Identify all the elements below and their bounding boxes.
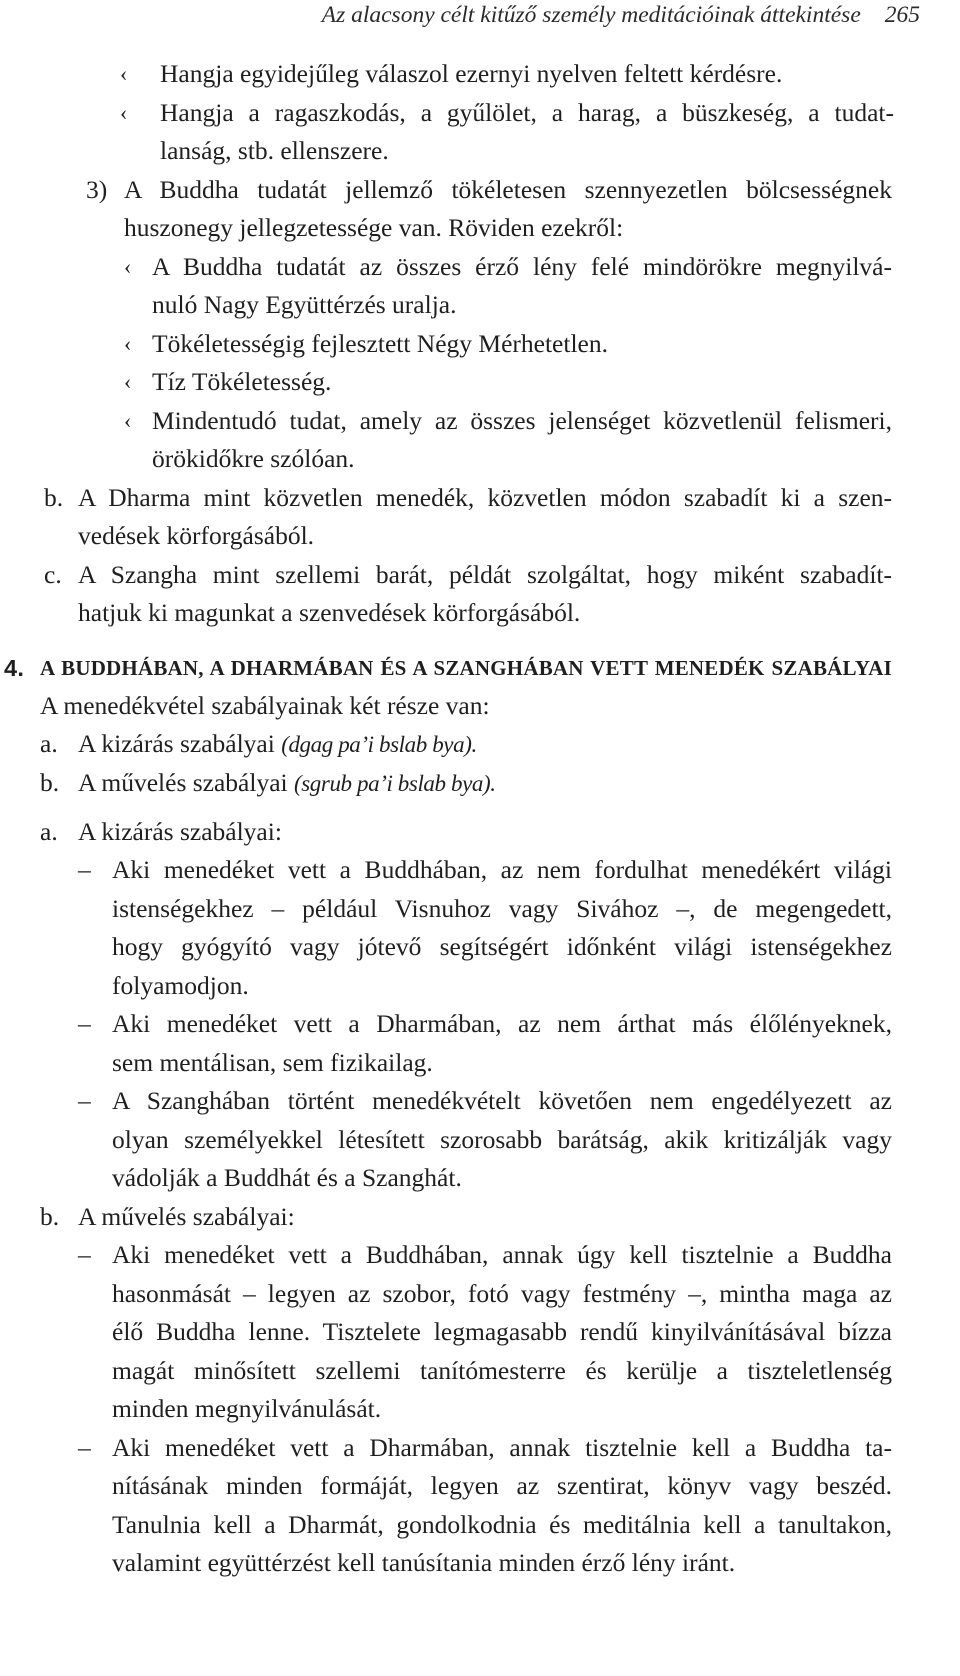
dash-mark: – <box>78 1086 91 1115</box>
item-c-line1: A Szangha mint szellemi barát, példát szolgáltat, hogy miként szabadít- <box>78 560 892 589</box>
bullet-voice-languages: Hangja egyidejűleg válaszol ezernyi nyelven feltett kérdésre. <box>160 59 783 88</box>
cultivation-rule2-line4: valamint együttérzést kell tanúsítania minden érző lény iránt. <box>112 1548 736 1577</box>
bullet-compassion-line1: A Buddha tudatát az összes érző lény felé mindörökre megnyilvá- <box>152 252 892 281</box>
rules-b-marker: b. <box>40 768 60 797</box>
dash-mark: – <box>78 1240 91 1269</box>
bullet-four-immeasurables: Tökéletességig fejlesztett Négy Mérhetetlen. <box>152 329 608 358</box>
cultivation-rule1-line2: hasonmását – legyen az szobor, fotó vagy festmény –, mintha maga az <box>112 1279 892 1308</box>
bullet-voice-antidote-line2: lanság, stb. ellenszere. <box>160 136 389 165</box>
exclusion-rule1-line2: istenségekhez – például Visnuhoz vagy Sivához –, de megengedett, <box>112 894 892 923</box>
cultivation-rule2-line3: Tanulnia kell a Dharmát, gondolkodnia és meditálnia kell a tanultakon, <box>112 1510 892 1539</box>
cultivation-rule1-line4: magát minősített szellemi tanítómesterre és kerülje a tiszteletlenség <box>112 1356 892 1385</box>
exclusion-rule3-line3: vádolják a Buddhát és a Szanghát. <box>112 1163 462 1192</box>
section-4-heading: A BUDDHÁBAN, A DHARMÁBAN ÉS A SZANGHÁBAN VETT MENEDÉK SZABÁLYAI <box>40 656 892 680</box>
exclusion-rule1-line4: folyamodjon. <box>112 971 249 1000</box>
item-3-line2: huszonegy jellegzetessége van. Röviden ezekről: <box>124 213 624 242</box>
exclusion-rule2-line1: Aki menedéket vett a Dharmában, az nem árthat más élőlényeknek, <box>112 1009 892 1038</box>
cultivation-rule2-line2: nításának minden formáját, legyen az szentirat, könyv vagy beszéd. <box>112 1471 892 1500</box>
bullet-arrow-icon: ‹ <box>124 254 132 279</box>
exclusion-title: A kizárás szabályai: <box>78 817 282 846</box>
item-b-line2: vedések körforgásából. <box>78 521 315 550</box>
rules-a-text: A kizárás szabályai <box>78 729 275 758</box>
bullet-voice-antidote-line1: Hangja a ragaszkodás, a gyűlölet, a harag, a büszkeség, a tudat- <box>160 98 894 127</box>
rules-a-line <box>78 724 477 764</box>
bullet-arrow-icon: ‹ <box>120 100 128 125</box>
dash-mark: – <box>78 1009 91 1038</box>
bullet-omniscient-line1: Mindentudó tudat, amely az összes jelenséget közvetlenül felismeri, <box>152 406 892 435</box>
bullet-omniscient-line2: örökidőkre szólóan. <box>152 444 355 473</box>
dash-mark: – <box>78 855 91 884</box>
cultivation-title: A művelés szabályai: <box>78 1202 295 1231</box>
rules-b-tibetan: (sgrub pa’i bslab bya). <box>293 771 496 796</box>
bullet-compassion-line2: nuló Nagy Együttérzés uralja. <box>152 290 457 319</box>
exclusion-rule1-line3: hogy gyógyító vagy jótevő segítségért időnként világi istenségekhez <box>112 932 892 961</box>
item-c-marker: c. <box>44 560 62 589</box>
exclusion-rule1-line1: Aki menedéket vett a Buddhában, az nem fordulhat menedékért világi <box>112 855 892 884</box>
item-b-marker: b. <box>44 483 64 512</box>
page-number: 265 <box>884 2 920 28</box>
dash-mark: – <box>78 1433 91 1462</box>
rules-a-marker: a. <box>40 729 58 758</box>
exclusion-marker: a. <box>40 817 58 846</box>
rules-b-line <box>78 763 496 803</box>
exclusion-rule3-line2: olyan személyekkel létesített szorosabb barátság, akik kritizálják vagy <box>112 1125 892 1154</box>
section-4-number: 4. <box>4 655 25 681</box>
section-4-intro: A menedékvétel szabályainak két része van: <box>40 691 490 720</box>
cultivation-marker: b. <box>40 1202 60 1231</box>
running-title: Az alacsony célt kitűző személy meditációinak áttekintése <box>321 2 861 28</box>
item-b-line1: A Dharma mint közvetlen menedék, közvetlen módon szabadít ki a szen- <box>78 483 892 512</box>
exclusion-rule3-line1: A Szanghában történt menedékvételt követően nem engedélyezett az <box>112 1086 892 1115</box>
cultivation-rule1-line3: élő Buddha lenne. Tisztelete legmagasabb rendű kinyilvánításával bízza <box>112 1317 892 1346</box>
cultivation-rule1-line5: minden megnyilvánulását. <box>112 1394 382 1423</box>
item-3-marker: 3) <box>86 175 108 204</box>
cultivation-rule2-line1: Aki menedéket vett a Dharmában, annak tisztelnie kell a Buddha ta- <box>112 1433 892 1462</box>
bullet-arrow-icon: ‹ <box>124 331 132 356</box>
item-c-line2: hatjuk ki magunkat a szenvedések körforgásából. <box>78 598 581 627</box>
rules-b-text: A művelés szabályai <box>78 768 288 797</box>
item-3-line1: A Buddha tudatát jellemző tökéletesen szennyezetlen bölcsességnek <box>124 175 892 204</box>
bullet-arrow-icon: ‹ <box>120 61 128 86</box>
exclusion-rule2-line2: sem mentálisan, sem fizikailag. <box>112 1048 433 1077</box>
bullet-arrow-icon: ‹ <box>124 408 132 433</box>
cultivation-rule1-line1: Aki menedéket vett a Buddhában, annak úgy kell tisztelnie a Buddha <box>112 1240 892 1269</box>
rules-a-tibetan: (dgag pa’i bslab bya). <box>281 732 477 757</box>
bullet-ten-perfections: Tíz Tökéletesség. <box>152 367 332 396</box>
bullet-arrow-icon: ‹ <box>124 369 132 394</box>
